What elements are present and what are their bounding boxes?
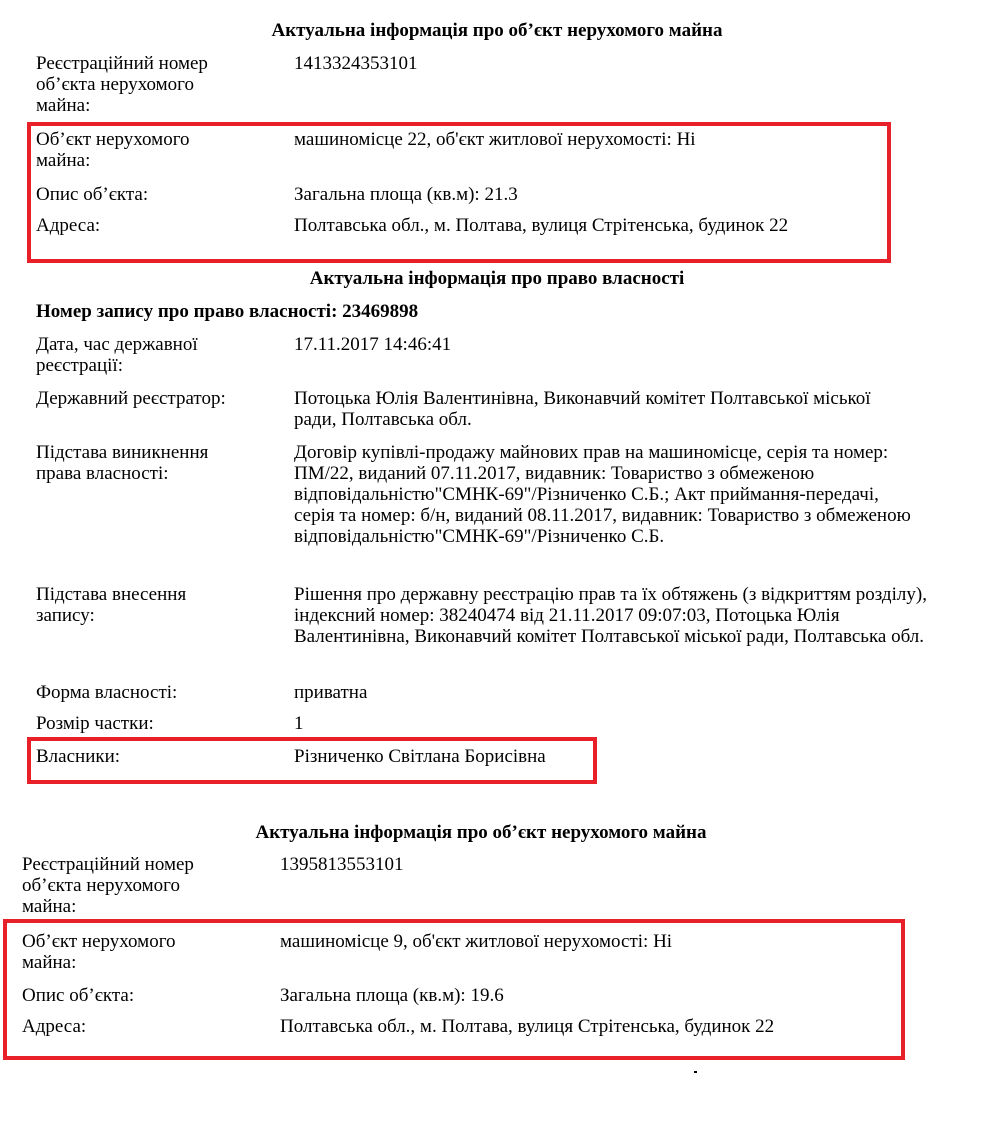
row-registration-number-2 bbox=[22, 854, 922, 917]
value-address: Полтавська обл., м. Полтава, вулиця Стрітенська, будинок 22 bbox=[294, 215, 789, 236]
row-object-description-1 bbox=[36, 184, 936, 205]
label-registration-number: Реєстраційний номер об’єкта нерухомого майна: bbox=[22, 854, 194, 917]
value-object-description: Загальна площа (кв.м): 19.6 bbox=[280, 985, 504, 1006]
label-ownership-form: Форма власності: bbox=[36, 682, 178, 703]
label-state-registrar: Державний реєстратор: bbox=[36, 388, 226, 409]
label-owners: Власники: bbox=[36, 746, 121, 767]
value-ownership-basis: Договір купівлі-продажу майнових прав на машиномісце, серія та номер: ПМ/22, виданий 07.11.2017, видавник: Товариство з обмеженою відповідальністю"СМНК-69"/Різниченко С.Б.; Акт приймання-передачі, серія та номер: б/н, виданий 08.11.2017, видавник: Товариство з обмеженою відповідальністю"СМНК-69"/Різниченко С.Б. bbox=[294, 442, 911, 547]
section-title-property-object-2: Актуальна інформація про об’єкт нерухомого майна bbox=[255, 822, 707, 843]
value-registration-date: 17.11.2017 14:46:41 bbox=[294, 334, 452, 355]
row-share-size bbox=[36, 713, 936, 734]
value-share-size: 1 bbox=[294, 713, 304, 734]
label-ownership-basis: Підстава виникнення права власності: bbox=[36, 442, 209, 484]
label-address: Адреса: bbox=[22, 1016, 87, 1037]
row-property-object-2 bbox=[22, 931, 922, 973]
value-registration-number: 1395813553101 bbox=[280, 854, 404, 875]
value-property-object: машиномісце 22, об'єкт житлової нерухомості: Ні bbox=[294, 129, 696, 150]
label-registration-number: Реєстраційний номер об’єкта нерухомого майна: bbox=[36, 53, 208, 116]
stray-dot bbox=[694, 1071, 697, 1073]
row-ownership-basis bbox=[36, 442, 936, 547]
section-title-property-object-1: Актуальна інформація про об’єкт нерухомого майна bbox=[271, 20, 723, 41]
section-title-ownership: Актуальна інформація про право власності bbox=[309, 268, 685, 289]
row-entry-basis bbox=[36, 584, 956, 647]
row-address-2 bbox=[22, 1016, 922, 1037]
value-object-description: Загальна площа (кв.м): 21.3 bbox=[294, 184, 518, 205]
label-share-size: Розмір частки: bbox=[36, 713, 154, 734]
ownership-record-number: Номер запису про право власності: 23469898 bbox=[36, 301, 419, 322]
row-registration-number-1 bbox=[36, 53, 936, 116]
label-object-description: Опис об’єкта: bbox=[36, 184, 149, 205]
value-property-object: машиномісце 9, об'єкт житлової нерухомості: Ні bbox=[280, 931, 673, 952]
row-property-object-1 bbox=[36, 129, 936, 171]
label-entry-basis: Підстава внесення запису: bbox=[36, 584, 187, 626]
value-ownership-form: приватна bbox=[294, 682, 368, 703]
label-object-description: Опис об’єкта: bbox=[22, 985, 135, 1006]
row-registration-date bbox=[36, 334, 956, 376]
row-state-registrar bbox=[36, 388, 916, 430]
row-object-description-2 bbox=[22, 985, 922, 1006]
label-registration-date: Дата, час державної реєстрації: bbox=[36, 334, 198, 376]
label-property-object: Об’єкт нерухомого майна: bbox=[36, 129, 190, 171]
value-registration-number: 1413324353101 bbox=[294, 53, 418, 74]
value-address: Полтавська обл., м. Полтава, вулиця Стрітенська, будинок 22 bbox=[280, 1016, 775, 1037]
label-address: Адреса: bbox=[36, 215, 101, 236]
value-state-registrar: Потоцька Юлія Валентинівна, Виконавчий комітет Полтавської міської ради, Полтавська обл. bbox=[294, 388, 871, 430]
row-address-1 bbox=[36, 215, 936, 236]
row-ownership-form bbox=[36, 682, 936, 703]
value-entry-basis: Рішення про державну реєстрацію прав та їх обтяжень (з відкриттям розділу), індексний номер: 38240474 від 21.11.2017 09:07:03, Потоцька Юлія Валентинівна, Виконавчий комітет Полтавської міської ради, Полтавська обл. bbox=[294, 584, 927, 647]
label-property-object: Об’єкт нерухомого майна: bbox=[22, 931, 176, 973]
row-owners bbox=[36, 746, 936, 767]
value-owners: Різниченко Світлана Борисівна bbox=[294, 746, 546, 767]
